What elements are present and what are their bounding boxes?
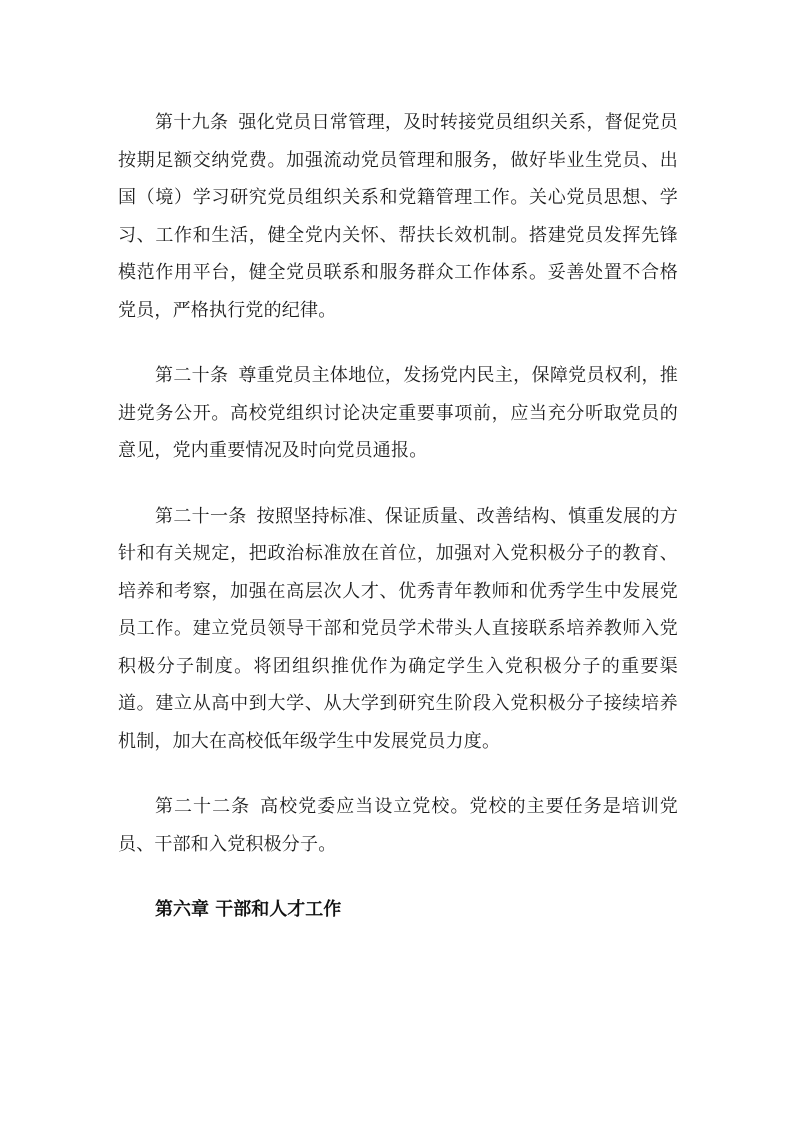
article-22 [118, 788, 678, 863]
article-text: 高校党委应当设立党校。党校的主要任务是培训党员、干部和入党积极分子。 [118, 796, 678, 855]
article-label: 第二十条 [155, 365, 229, 386]
article-label: 第二十一条 [155, 505, 247, 527]
article-label: 第十九条 [155, 112, 229, 133]
article-text: 尊重党员主体地位，发扬党内民主，保障党员权利，推进党务公开。高校党组织讨论决定重要事项前，应当充分听取党员的意见，党内重要情况及时向党员通报。 [118, 365, 678, 461]
article-text: 强化党员日常管理，及时转接党员组织关系，督促党员按期足额交纳党费。加强流动党员管理和服务，做好毕业生党员、出国（境）学习研究党员组织关系和党籍管理工作。关心党员思想、学习、工作和生活，健全党内关怀、帮扶长效机制。搭建党员发挥先锋模范作用平台，健全党员联系和服务群众工作体系。妥善处置不合格党员，严格执行党的纪律。 [118, 112, 678, 321]
article-label: 第二十二条 [155, 796, 251, 817]
article-19 [118, 104, 678, 329]
article-20 [118, 357, 678, 470]
article-text: 按照坚持标准、保证质量、改善结构、慎重发展的方针和有关规定，把政治标准放在首位，加强对入党积极分子的教育、培养和考察，加强在高层次人才、优秀青年教师和优秀学生中发展党员工作。建立党员领导干部和党员学术带头人直接联系培养教师入党积极分子制度。将团组织推优作为确定学生入党积极分子的重要渠道。建立从高中到大学、从大学到研究生阶段入党积极分子接续培养机制，加大在高校低年级学生中发展党员力度。 [118, 505, 679, 752]
document-body [118, 104, 678, 929]
article-21 [118, 498, 678, 761]
chapter-heading: 第六章 干部和人才工作 [155, 899, 342, 920]
